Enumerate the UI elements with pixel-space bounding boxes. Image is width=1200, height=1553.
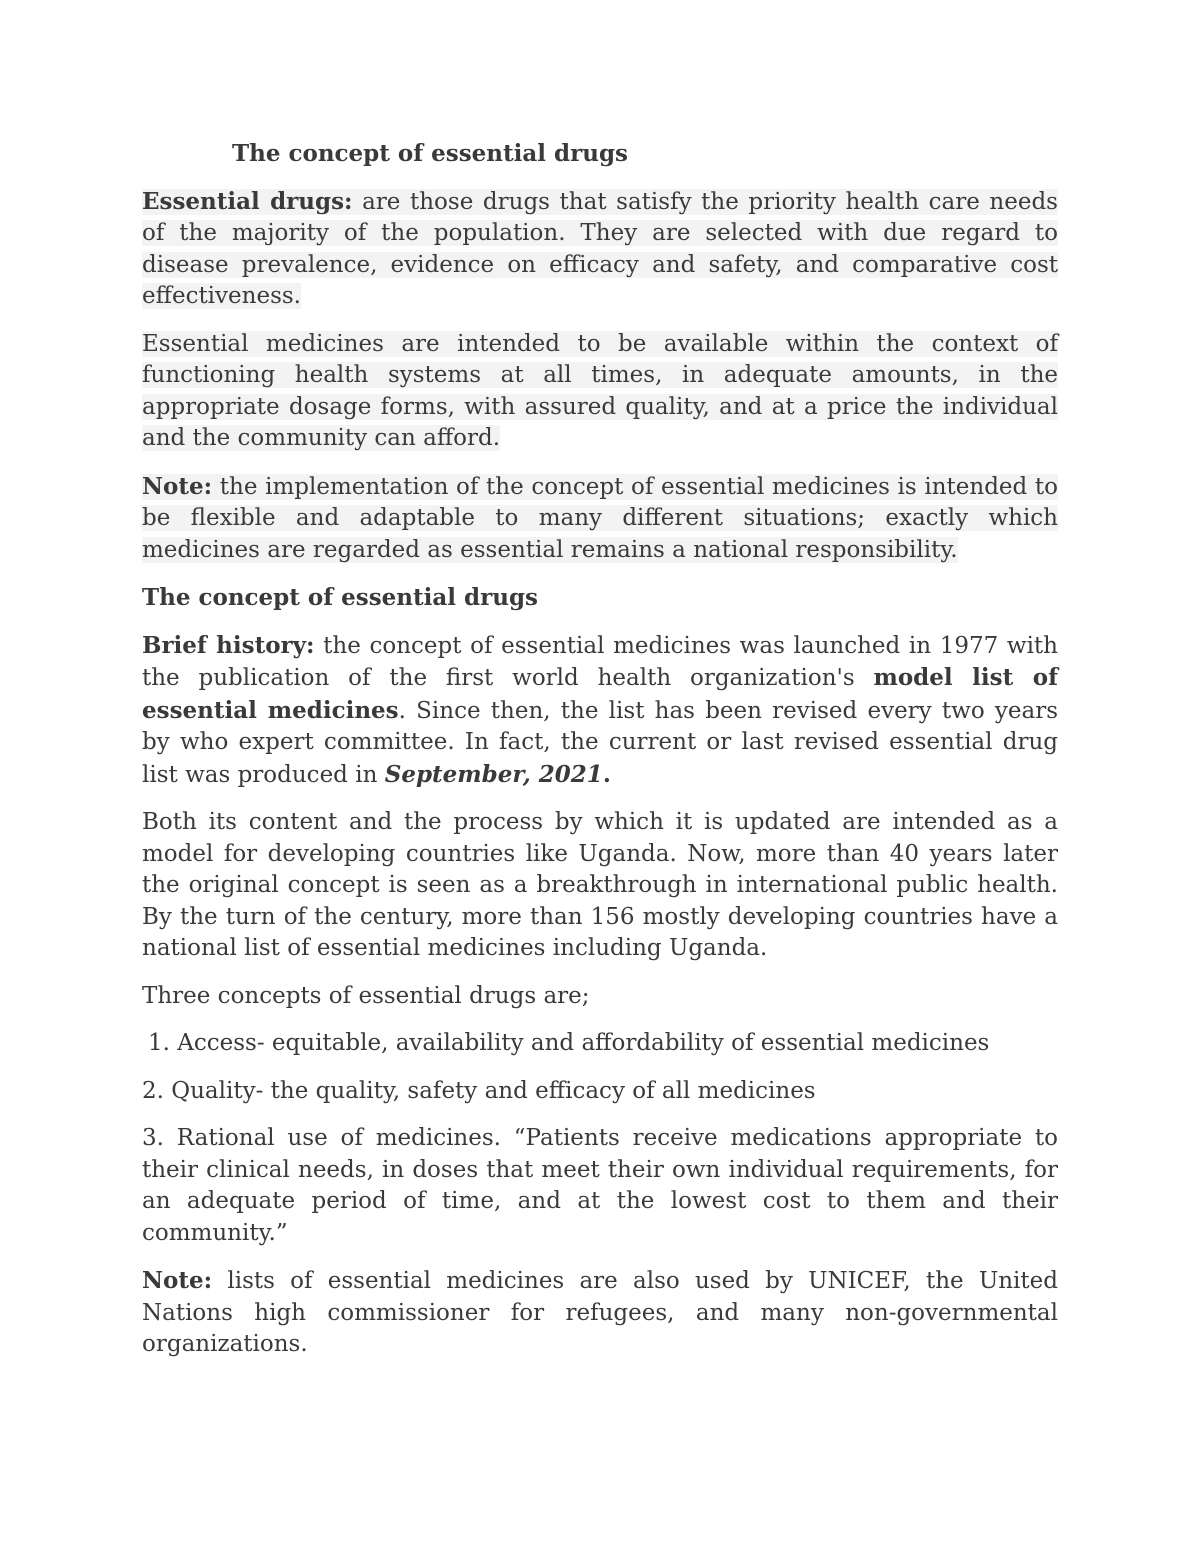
model-list-phrase: model list of essential medicines xyxy=(142,664,1058,724)
availability-text: Essential medicines are intended to be available within the context of functioning health systems at all times, in adequate amounts, in the appropriate dosage forms, with assured quality, and at a price the individual and the community can afford. xyxy=(142,330,1058,451)
note-text-1: the implementation of the concept of essential medicines is intended to be flexible and adaptable to many different situations; exactly which medicines are regarded as essential remains a national responsibility. xyxy=(142,473,1058,563)
document-body xyxy=(142,138,1058,1377)
note-text-2: lists of essential medicines are also used by UNICEF, the United Nations high commissioner for refugees, and many non-governmental organizations. xyxy=(142,1268,1058,1357)
history-paragraph xyxy=(142,630,1058,792)
concept-item-1: 1. Access- equitable, availability and affordability of essential medicines xyxy=(148,1030,990,1056)
history-label: Brief history: xyxy=(142,631,315,659)
page-title: The concept of essential drugs xyxy=(232,140,628,167)
note-label-1: Note: xyxy=(142,472,213,500)
concept-item-2: 2. Quality- the quality, safety and efficacy of all medicines xyxy=(142,1077,816,1104)
definition-text: are those drugs that satisfy the priority health care needs of the majority of the population. They are selected with due regard to disease prevalence, evidence on efficacy and safety, and comparative cost effectiveness. xyxy=(142,188,1058,309)
history-text-after: . Since then, the list has been revised every two years by who expert committee. In fact, the current or last revised essential drug list was produced in xyxy=(142,697,1058,788)
definition-paragraph xyxy=(142,186,1058,313)
revision-date: September, 2021 xyxy=(384,760,603,788)
definition-label: Essential drugs: xyxy=(142,187,353,215)
note-paragraph-2 xyxy=(142,1265,1058,1361)
history-text-before: the concept of essential medicines was launched in 1977 with the publication of the first world health organization's xyxy=(142,632,1058,691)
content-paragraph: Both its content and the process by which it is updated are intended as a model for developing countries like Uganda. Now, more than 40 years later the original concept is seen as a breakthrough in international public health. By the turn of the century, more than 156 mostly developing countries have a national list of essential medicines including Uganda. xyxy=(142,809,1058,961)
concept-item-3: 3. Rational use of medicines. “Patients receive medications appropriate to their clinical needs, in doses that meet their own individual requirements, for an adequate period of time, and at the lowest cost to them and their community.” xyxy=(142,1125,1058,1246)
note-paragraph-1 xyxy=(142,471,1058,567)
revision-date-suffix: . xyxy=(602,760,611,788)
note-label-2: Note: xyxy=(142,1267,213,1294)
concepts-intro: Three concepts of essential drugs are; xyxy=(142,982,590,1009)
availability-paragraph xyxy=(142,329,1058,455)
section-heading: The concept of essential drugs xyxy=(142,584,538,611)
